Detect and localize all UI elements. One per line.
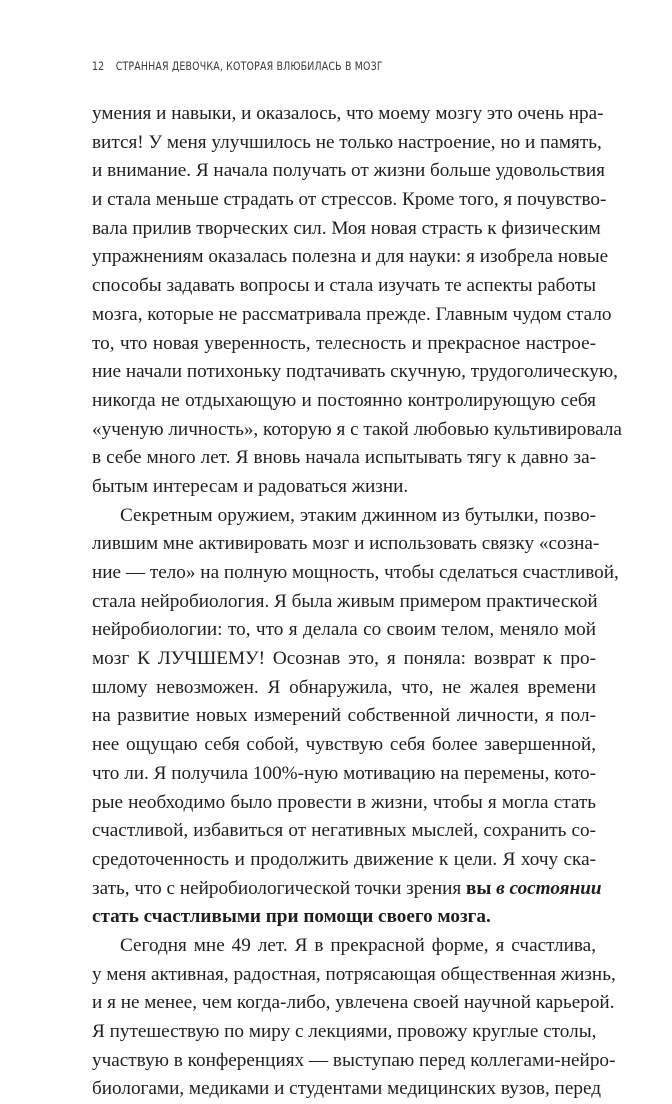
text-line: на развитие новых измерений собственной личности, я пол- bbox=[92, 705, 596, 727]
text-line: нейробиологии: то, что я делала со своим телом, меняло мой bbox=[92, 619, 596, 641]
text-line: Секретным оружием, этаким джинном из бутылки, позво- bbox=[120, 504, 596, 526]
text-line: участвую в конференциях — выступаю перед коллегами-нейро- bbox=[92, 1049, 616, 1071]
text-line: бытым интересам и радоваться жизни. bbox=[92, 475, 409, 497]
text-line: стала нейробиология. Я была живым примером практической bbox=[92, 590, 598, 612]
body-text bbox=[92, 100, 622, 1104]
text-line: Сегодня мне 49 лет. Я в прекрасной форме, я счастлива, bbox=[120, 934, 596, 956]
text-line: мозг К ЛУЧШЕМУ! Осознав это, я поняла: возврат к про- bbox=[92, 648, 596, 670]
text-line: что ли. Я получила 100%-ную мотивацию на перемены, кото- bbox=[92, 762, 596, 784]
text-line: счастливой, избавиться от негативных мыслей, сохранить со- bbox=[92, 820, 596, 842]
text-line: лившим мне активировать мозг и использовать связку «созна- bbox=[92, 533, 600, 555]
bold-text: вы bbox=[466, 877, 497, 899]
text-line: рые необходимо было провести в жизни, чтобы я могла стать bbox=[92, 791, 596, 813]
text-line: ние — тело» на полную мощность, чтобы сделаться счастливой, bbox=[92, 562, 619, 583]
text-line: вится! У меня улучшилось не только настроение, но и память, bbox=[92, 131, 602, 153]
text-line: в себе много лет. Я вновь начала испытывать тягу к давно за- bbox=[92, 447, 596, 469]
text-line: никогда не отдыхающую и постоянно контролирующую себя bbox=[92, 389, 596, 411]
text-line: ние начали потихоньку подтачивать скучную, трудоголическую, bbox=[92, 361, 618, 383]
text-line: средоточенность и продолжить движение к цели. Я хочу ска- bbox=[92, 848, 596, 870]
text-line: Я путешествую по миру с лекциями, провожу круглые столы, bbox=[92, 1021, 597, 1042]
text-line: вала прилив творческих сил. Моя новая страсть к физическим bbox=[92, 217, 601, 239]
text-line: и стала меньше страдать от стрессов. Кроме того, я почувство- bbox=[92, 189, 607, 211]
text-line: у меня активная, радостная, потрясающая общественная жизнь, bbox=[92, 963, 616, 985]
text-line: упражнениям оказалась полезна и для науки: я изобрела новые bbox=[92, 246, 609, 268]
text-line: то, что новая уверенность, телесность и прекрасное настрое- bbox=[92, 332, 596, 354]
text-line: способы задавать вопросы и стала изучать те аспекты работы bbox=[92, 275, 596, 297]
text-run: зать, что с нейробиологической точки зрения bbox=[92, 877, 467, 899]
page-number: 12 bbox=[92, 59, 105, 73]
text-line: и я не менее, чем когда-либо, увлечена своей научной карьерой. bbox=[92, 992, 615, 1014]
text-line: нее ощущаю себя собой, чувствую себя более завершенной, bbox=[92, 734, 596, 756]
text-line: «ученую личность», которую я с такой любовью культивировала bbox=[92, 418, 622, 440]
text-line: и внимание. Я начала получать от жизни больше удовольствия bbox=[92, 160, 605, 182]
text-line: биологами, медиками и студентами медицинских вузов, перед bbox=[92, 1078, 601, 1100]
running-title: СТРАННАЯ ДЕВОЧКА, КОТОРАЯ ВЛЮБИЛАСЬ В МОЗГ bbox=[115, 59, 383, 73]
text-line: мозга, которые не рассматривала прежде. Главным чудом стало bbox=[92, 303, 612, 325]
text-line-with-emphasis bbox=[92, 875, 602, 904]
bold-text-line: стать счастливыми при помощи своего мозга. bbox=[92, 906, 491, 928]
text-line: умения и навыки, и оказалось, что моему мозгу это очень нра- bbox=[92, 103, 604, 124]
running-header bbox=[92, 59, 383, 73]
bold-italic-text: в состоянии bbox=[496, 877, 602, 899]
text-line: шлому невозможен. Я обнаружила, что, не жалея времени bbox=[92, 676, 596, 698]
